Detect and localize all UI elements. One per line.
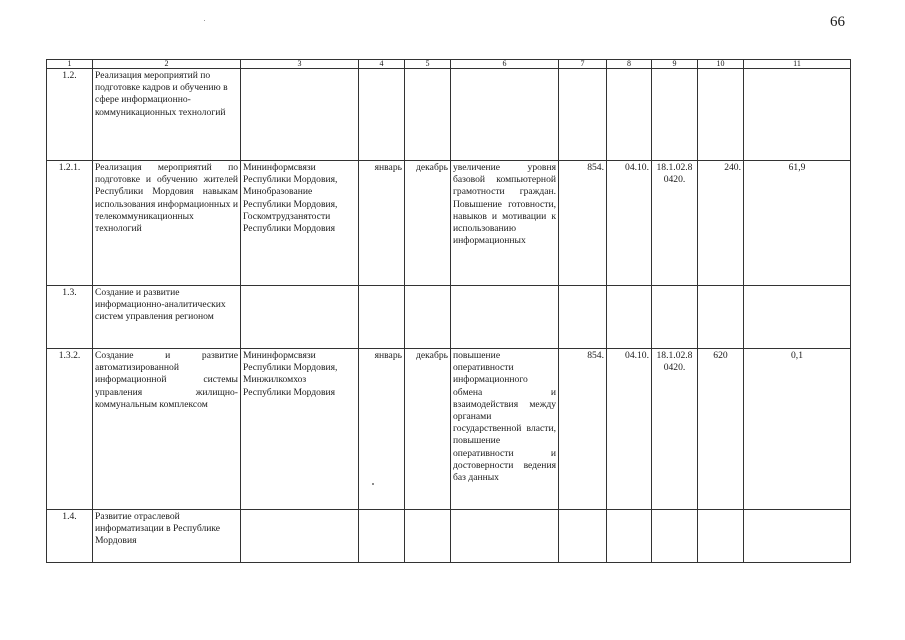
table-row bbox=[47, 161, 851, 286]
expense-type: 240. bbox=[698, 161, 744, 286]
end-month: декабрь bbox=[405, 161, 451, 286]
budget-code bbox=[559, 510, 607, 563]
measure-name: Реализация мероприятий по подготовке кадров и обучению в сфере информационно-коммуникационных технологий bbox=[93, 69, 241, 161]
expense-type: 620 bbox=[698, 349, 744, 510]
section-code bbox=[607, 286, 652, 349]
target-code: 18.1.02.8 0420. bbox=[652, 161, 698, 286]
expected-result bbox=[451, 161, 559, 286]
column-number: 3 bbox=[241, 60, 359, 69]
expected-result: повышение оперативности информационного обмена и взаимодействия между органами государственной власти, повышение оперативности и достоверности ведения баз данных bbox=[451, 349, 559, 510]
end-month bbox=[405, 69, 451, 161]
amount: 61,9 bbox=[744, 161, 851, 286]
column-number: 7 bbox=[559, 60, 607, 69]
table-row bbox=[47, 349, 851, 510]
expense-type bbox=[698, 69, 744, 161]
executor bbox=[241, 69, 359, 161]
end-month bbox=[405, 286, 451, 349]
executor: Мининформсвязи Республики Мордовия, Минобразование Республики Мордовия, Госкомтрудзанятости Республики Мордовия bbox=[241, 161, 359, 286]
column-number: 11 bbox=[744, 60, 851, 69]
page-number: 66 bbox=[830, 14, 845, 30]
column-number: 10 bbox=[698, 60, 744, 69]
row-number: 1.4. bbox=[47, 510, 93, 563]
expected-result-text: увеличение уровня базовой компьютерной грамотности граждан. Повышение готовности, навыков и мотивации к использованию информационных bbox=[453, 162, 556, 247]
column-number: 6 bbox=[451, 60, 559, 69]
column-number: 4 bbox=[359, 60, 405, 69]
table-row bbox=[47, 69, 851, 161]
start-month bbox=[359, 69, 405, 161]
table-row bbox=[47, 510, 851, 563]
expense-type bbox=[698, 286, 744, 349]
row-number: 1.3. bbox=[47, 286, 93, 349]
amount bbox=[744, 69, 851, 161]
target-code: 18.1.02.8 0420. bbox=[652, 349, 698, 510]
start-month bbox=[359, 286, 405, 349]
end-month: декабрь bbox=[405, 349, 451, 510]
budget-code: 854. bbox=[559, 161, 607, 286]
amount: 0,1 bbox=[744, 349, 851, 510]
scan-dot bbox=[372, 483, 374, 485]
column-number: 1 bbox=[47, 60, 93, 69]
executor bbox=[241, 286, 359, 349]
measure-name: Развитие отраслевой информатизации в Республике Мордовия bbox=[93, 510, 241, 563]
target-code bbox=[652, 510, 698, 563]
row-number: 1.3.2. bbox=[47, 349, 93, 510]
section-code: 04.10. bbox=[607, 161, 652, 286]
table-row bbox=[47, 286, 851, 349]
column-number: 8 bbox=[607, 60, 652, 69]
expected-result bbox=[451, 286, 559, 349]
budget-code bbox=[559, 69, 607, 161]
target-code bbox=[652, 69, 698, 161]
expected-result bbox=[451, 69, 559, 161]
section-code bbox=[607, 510, 652, 563]
section-code: 04.10. bbox=[607, 349, 652, 510]
amount bbox=[744, 286, 851, 349]
measure-name: Реализация мероприятий по подготовке и обучению жителей Республики Мордовия навыкам использования информационных и телекоммуникационных технологий bbox=[93, 161, 241, 286]
column-number-row bbox=[47, 60, 851, 69]
executor bbox=[241, 510, 359, 563]
scan-speck bbox=[204, 20, 205, 21]
expected-result bbox=[451, 510, 559, 563]
column-number: 2 bbox=[93, 60, 241, 69]
column-number: 5 bbox=[405, 60, 451, 69]
budget-code bbox=[559, 286, 607, 349]
target-code bbox=[652, 286, 698, 349]
measure-name: Создание и развитие автоматизированной информационной системы управления жилищно-коммунальным комплексом bbox=[93, 349, 241, 510]
measure-name: Создание и развитие информационно-аналитических систем управления регионом bbox=[93, 286, 241, 349]
end-month bbox=[405, 510, 451, 563]
amount bbox=[744, 510, 851, 563]
expense-type bbox=[698, 510, 744, 563]
executor: Мининформсвязи Республики Мордовия, Минжилкомхоз Республики Мордовия bbox=[241, 349, 359, 510]
row-number: 1.2.1. bbox=[47, 161, 93, 286]
section-code bbox=[607, 69, 652, 161]
row-number: 1.2. bbox=[47, 69, 93, 161]
budget-code: 854. bbox=[559, 349, 607, 510]
column-number: 9 bbox=[652, 60, 698, 69]
start-month: январь bbox=[359, 349, 405, 510]
start-month bbox=[359, 510, 405, 563]
program-table bbox=[46, 59, 851, 563]
start-month: январь bbox=[359, 161, 405, 286]
